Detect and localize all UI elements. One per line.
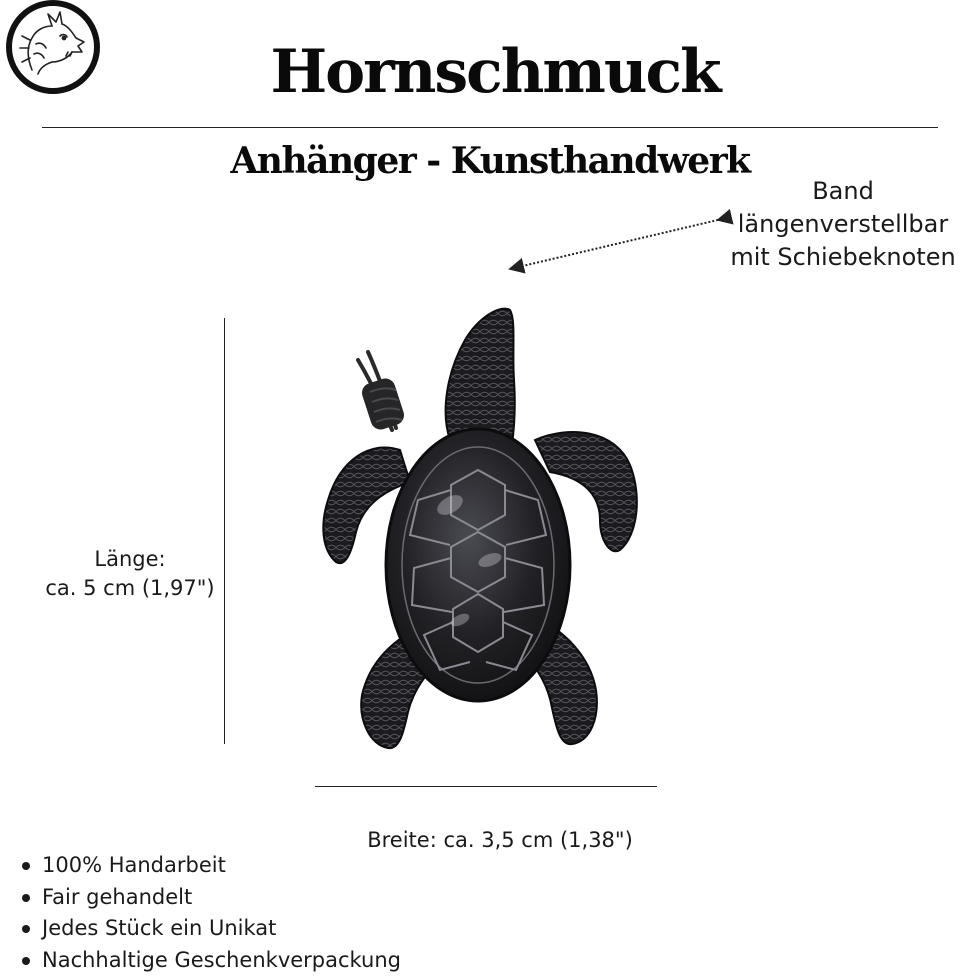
list-item bbox=[20, 913, 401, 945]
length-line: ca. 5 cm (1,97") bbox=[45, 576, 215, 600]
width-annotation: Breite: ca. 3,5 cm (1,38") bbox=[367, 828, 633, 852]
bullet-icon bbox=[22, 925, 30, 933]
band-annotation bbox=[718, 175, 968, 274]
brand-title: Hornschmuck bbox=[270, 37, 720, 107]
list-item bbox=[20, 945, 401, 977]
feature-list bbox=[20, 850, 401, 976]
list-item bbox=[20, 882, 401, 914]
feature-text: Fair gehandelt bbox=[42, 884, 193, 909]
band-line: mit Schiebeknoten bbox=[730, 243, 956, 271]
list-item bbox=[20, 850, 401, 882]
width-measure-line bbox=[315, 786, 657, 787]
length-measure-line bbox=[224, 318, 225, 744]
band-line: Band bbox=[812, 177, 874, 205]
feature-text: Jedes Stück ein Unikat bbox=[42, 916, 277, 940]
header-divider bbox=[42, 127, 938, 128]
bullet-icon bbox=[22, 862, 30, 870]
feature-text: 100% Handarbeit bbox=[42, 853, 226, 877]
length-annotation bbox=[40, 545, 220, 603]
bullet-icon bbox=[22, 894, 30, 902]
feature-text: Nachhaltige Geschenkverpackung bbox=[42, 947, 402, 972]
page-subtitle: Anhänger - Kunsthandwerk bbox=[230, 140, 750, 182]
band-line: längenverstellbar bbox=[737, 210, 949, 238]
turtle-pendant-icon bbox=[300, 300, 660, 760]
length-line: Länge: bbox=[94, 547, 166, 571]
bullet-icon bbox=[22, 957, 30, 965]
band-pointer-arrow bbox=[500, 205, 740, 280]
